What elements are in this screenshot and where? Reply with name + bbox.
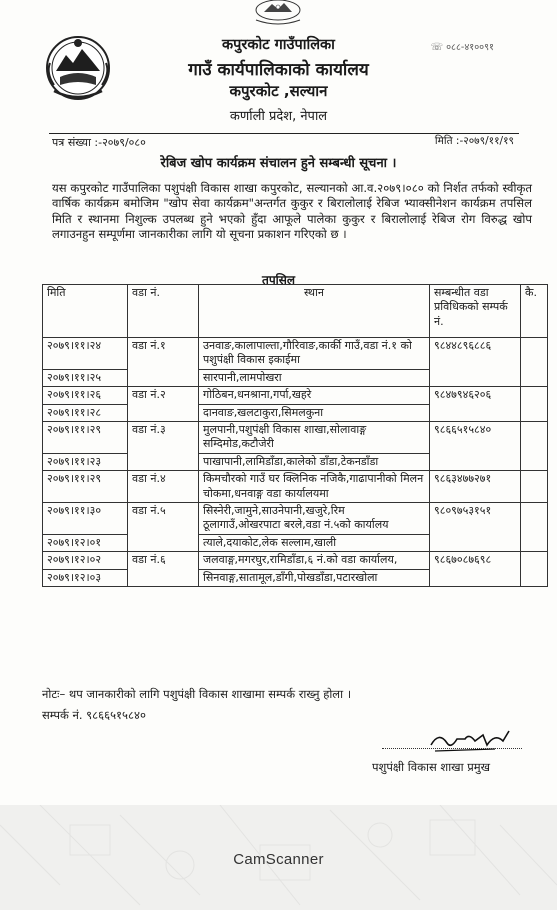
row-remarks <box>521 552 548 587</box>
row-place: त्याले,दयाकोट,लेक सल्लाम,खाली <box>199 534 430 551</box>
row-ward: वडा नं.१ <box>128 338 199 387</box>
header-remarks: कै. <box>521 285 548 338</box>
row-date: २०७९।११।२९ <box>43 422 128 454</box>
row-phone: ९८४७९४६२०६ <box>430 387 521 422</box>
row-date: २०७९।११।२६ <box>43 387 128 404</box>
row-phone: ९८०९७५३१५१ <box>430 503 521 552</box>
row-remarks <box>521 338 548 387</box>
row-phone: ९८६६५१५८४० <box>430 422 521 471</box>
row-phone: ९८६७०८७६९८ <box>430 552 521 587</box>
signature-line <box>382 748 522 749</box>
row-place: जलवाङ्ग,मगरघुर,रामिडाँडा,६ नं.को वडा कार्यालय, <box>199 552 430 569</box>
schedule-heading: तपसिल <box>261 273 295 287</box>
row-place: दानवाङ,खलटाकुरा,सिमलकुना <box>199 404 430 421</box>
row-place: उनवाङ,कालापाल्ता,गौरिवाङ,कार्की गाउँ,वडा नं.१ को पशुपंक्षी विकास इकाईमा <box>199 338 430 370</box>
row-date: २०७९।१२।०३ <box>43 569 128 586</box>
notice-body: यस कपुरकोट गाउँपालिका पशुपंक्षी विकास शाखा कपुरकोट, सल्यानको आ.व.२०७९।०८० को निर्शत तर्फको स्वीकृत वार्षिक कार्यक्रम बमोजिम "खोप सेवा कार्यक्रम"अन्तर्गत कुकुर र बिरालोलाई रेबिज भ्याक्सीनेशन कार्यक्रम तपसिल मिति र स्थानमा निशुल्क उपलब्ध हुने भएको हुँदा आफूले पालेका कुकुर र बिरालोलाई रेबिज रोग विरुद्ध खोप लगाउनहुन सम्पूर्णमा जानकारीका लागि यो सूचना प्रकाशन गरिएको छ । <box>52 181 532 242</box>
row-date: २०७९।११।२३ <box>43 453 128 470</box>
schedule-body <box>43 338 548 587</box>
table-row <box>43 503 548 535</box>
row-place: सारपानी,लामपोखरा <box>199 369 430 386</box>
camscanner-label: CamScanner <box>233 851 324 868</box>
table-row <box>43 338 548 370</box>
row-date: २०७९।१२।०१ <box>43 534 128 551</box>
signature <box>425 725 515 755</box>
row-remarks <box>521 471 548 503</box>
row-place: मुलपानी,पशुपंक्षी विकास शाखा,सोलावाङ्ग सम्दिमोड,कटौजेरी <box>199 422 430 454</box>
row-place: सिनवाङ्ग,सातामूल,डाँगी,पोखडाँडा,पटारखोला <box>199 569 430 586</box>
signature-title: पशुपंक्षी विकास शाखा प्रमुख <box>372 760 491 774</box>
row-ward: वडा नं.२ <box>128 387 199 422</box>
notice-title: रेबिज खोप कार्यक्रम संचालन हुने सम्बन्धी सूचना । <box>160 156 397 171</box>
letter-date: मिति :-२०७९/११/१९ <box>434 135 514 147</box>
schedule-table <box>42 284 548 587</box>
header-place: स्थान <box>199 285 430 338</box>
row-place: किमचौरको गाउँ घर क्लिनिक नजिकै,गाढापानीको मिलन चोकमा,धनवाङ्ग वडा कार्यालयमा <box>199 471 430 503</box>
row-ward: वडा नं.४ <box>128 471 199 503</box>
row-phone: ९८४४८९६८८६ <box>430 338 521 387</box>
contact-number: सम्पर्क नं. ९८६६५१५८४० <box>42 708 146 722</box>
phone-icon: ☏ <box>430 42 444 53</box>
office-phone: ☏ ०८८-४१००९१ <box>430 42 494 53</box>
row-phone: ९८६३४७७२७१ <box>430 471 521 503</box>
row-date: २०७९।११।३० <box>43 503 128 535</box>
footer-note: नोटः– थप जानकारीको लागि पशुपंक्षी विकास शाखामा सम्पर्क राख्नु होला । <box>42 687 352 701</box>
table-header-row <box>43 285 548 338</box>
row-place: सिस्नेरी,जामुने,साउनेपानी,खजुरे,रिम ठूलागाउँ,ओखरपाटा बरले,वडा नं.५को कार्यालय <box>199 503 430 535</box>
row-date: २०७९।११।२९ <box>43 471 128 503</box>
row-place: पाखापानी,लामिडाँडा,कालेको डाँडा,टेकनडाँडा <box>199 453 430 470</box>
row-remarks <box>521 387 548 422</box>
row-ward: वडा नं.६ <box>128 552 199 587</box>
row-date: २०७९।११।२४ <box>43 338 128 370</box>
row-ward: वडा नं.५ <box>128 503 199 552</box>
office-location: कपुरकोट ,सल्यान <box>229 82 328 100</box>
row-date: २०७९।११।२५ <box>43 369 128 386</box>
municipality-logo <box>242 0 314 26</box>
municipality-name: कपुरकोट गाउँपालिका <box>222 37 335 53</box>
office-name: गाउँ कार्यपालिकाको कार्यालय <box>188 60 369 80</box>
row-place: गोठिबन,धनश्राना,गर्पा,खहरे <box>199 387 430 404</box>
table-row <box>43 422 548 454</box>
header-contact: सम्बन्धीत वडा प्रविधिकको सम्पर्क नं. <box>430 285 521 338</box>
table-row <box>43 387 548 404</box>
header-ward: वडा नं. <box>128 285 199 338</box>
scanner-footer <box>0 805 557 910</box>
province-name: कर्णाली प्रदेश, नेपाल <box>229 109 328 124</box>
table-row <box>43 552 548 569</box>
row-remarks <box>521 503 548 552</box>
header-date: मिति <box>43 285 128 338</box>
reference-number: पत्र संख्या :-२०७९/०८० <box>52 136 146 149</box>
table-row <box>43 471 548 503</box>
row-remarks <box>521 422 548 471</box>
row-date: २०७९।११।२८ <box>43 404 128 421</box>
row-ward: वडा नं.३ <box>128 422 199 471</box>
row-date: २०७९।१२।०२ <box>43 552 128 569</box>
